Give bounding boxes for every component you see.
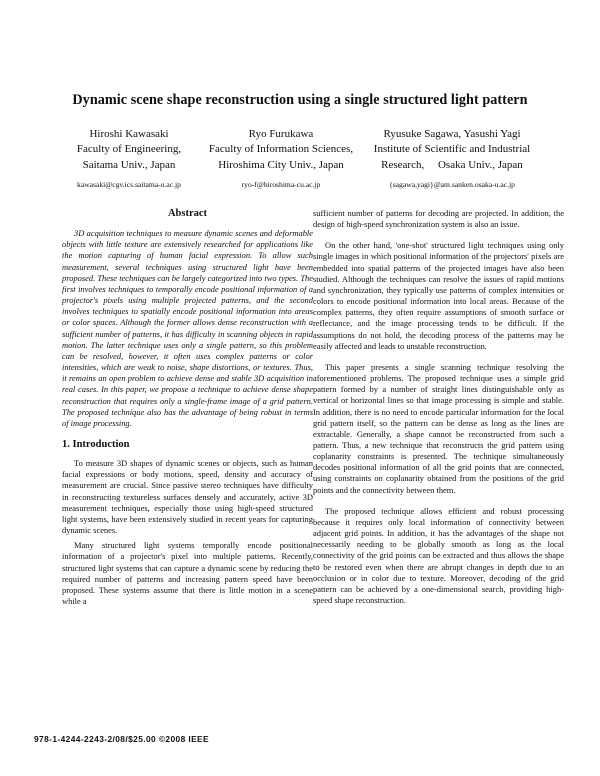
author-name: Ryo Furukawa: [248, 128, 314, 140]
left-column: [62, 208, 313, 611]
abstract-heading: Abstract: [167, 208, 208, 219]
author-email: {sagawa,yagi}@am.sanken.osaka-u.ac.jp: [389, 180, 515, 190]
author-block: [196, 127, 366, 193]
author-affiliation-line: Saitama Univ., Japan: [82, 158, 176, 171]
abstract-text: 3D acquisition techniques to measure dynamic scenes and deformable objects with little texture are extensively researched for applications like the motion capturing of human facial expression. To allow such measurement, several techniques using structured light have been proposed. These techniques can be largely categorized into two types. The first involves techniques to temporally encode positional information of a projector's pixels using multiple projected patterns, and the second involves techniques to spatially encode positional information into areas or color spaces. Although the former allows dense reconstruction with a sufficient number of patterns, it has difficulty in scanning objects in rapid motion. The latter technique uses only a single pattern, so this problem can be resolved, however, it often uses complex patterns or color intensities, which are weak to noise, shape distortions, or textures. Thus, it remains an open problem to achieve dense and stable 3D acquisition in real cases. In this paper, we propose a technique to achieve dense shape reconstruction that requires only a single-frame image of a grid pattern. The proposed technique also has the advantage of being robust in terms of image processing.: [62, 228, 313, 428]
author-email: kawasaki@cgv.ics.saitama-u.ac.jp: [77, 180, 181, 190]
author-name: Hiroshi Kawasaki: [89, 128, 169, 140]
right-column: [313, 208, 564, 616]
author-affiliation-line: Institute of Scientific and Industrial: [373, 143, 531, 156]
paper-title: Dynamic scene shape reconstruction using a single structured light pattern: [72, 92, 528, 108]
body-paragraph: Many structured light systems temporally encode positional information of a projector's pixel into multiple patterns. Recently, structured light systems that can capture a dynamic scene by reducing the required number of patterns and increasing pattern speed have been proposed. These systems assume that there is little motion in a scene while a: [62, 540, 313, 606]
body-paragraph: sufficient number of patterns for decoding are projected. In addition, the design of high-speed synchronization system is also an issue.: [313, 208, 564, 230]
body-paragraph: On the other hand, 'one-shot' structured light techniques using only single images in which positional information of the projectors' pixels are embedded into spatial patterns of the projected images have also been studied. Although the techniques can resolve the issues of rapid motions and synchronization, they typically use patterns of complex intensities or colors to encode positional information into local areas. Because of the complex patterns, they often require assumptions of smooth surface or reflectance, and the image processing tends to be difficult. If the assumptions do not hold, the decoding process of the patterns may be easily affected and leads to unstable reconstruction.: [313, 240, 564, 351]
body-paragraph: The proposed technique allows efficient and robust processing because it requires only local information of connectivity between adjacent grid points. In addition, it has the advantages of the shape not necessarily needing to be globally smooth as long as the local connectivity of the grid points can be extracted and thus allows the shape to be restored even when there are abrupt changes in depth due to an occlusion or in color due to texture. Moreover, decoding of the grid pattern can be achieved by a one-dimensional search, providing high-speed shape reconstruction.: [313, 505, 564, 605]
body-paragraph: This paper presents a single scanning technique resolving the aforementioned problems. The proposed technique uses a simple grid pattern formed by a number of straight lines distinguishable only as vertical or horizontal lines so that image processing is simple and stable. In addition, there is no need to encode particular information for the local grid pattern itself, so the pattern can be dense as long as the lines are extractable. Generally, a shape cannot be reconstructed from such a pattern. Thus, a new technique that reconstructs the grid pattern using coplanarity constraints is presented. The technique simultaneously decodes positional information of all the grid points that are connected, using constraints on coplanarity obtained from the positions of the grid points and the connectivity between them.: [313, 361, 564, 495]
body-paragraph: To measure 3D shapes of dynamic scenes or objects, such as human facial expressions or body motions, speed, density and accuracy of measurement are crucial. Since passive stereo techniques have difficulty in reconstructing textureless surfaces densely and accurately, active 3D measurement techniques, especially those using high-speed structured light systems, have been extensively studied in recent years for capturing dynamic scenes.: [62, 458, 313, 536]
author-name: Ryusuke Sagawa, Yasushi Yagi: [383, 128, 521, 140]
author-affiliation-line: Hiroshima City Univ., Japan: [218, 158, 344, 171]
author-affiliation-line: Faculty of Information Sciences,: [208, 143, 354, 156]
author-block: [44, 127, 214, 193]
author-affiliation-line: Research, Osaka Univ., Japan: [381, 158, 523, 171]
section-heading-introduction: 1. Introduction: [62, 438, 130, 450]
author-block: [364, 127, 540, 193]
copyright-footer: 978-1-4244-2243-2/08/$25.00 ©2008 IEEE: [34, 734, 210, 744]
author-affiliation-line: Faculty of Engineering,: [76, 143, 182, 156]
author-email: ryo-f@hiroshima-cu.ac.jp: [241, 180, 321, 190]
